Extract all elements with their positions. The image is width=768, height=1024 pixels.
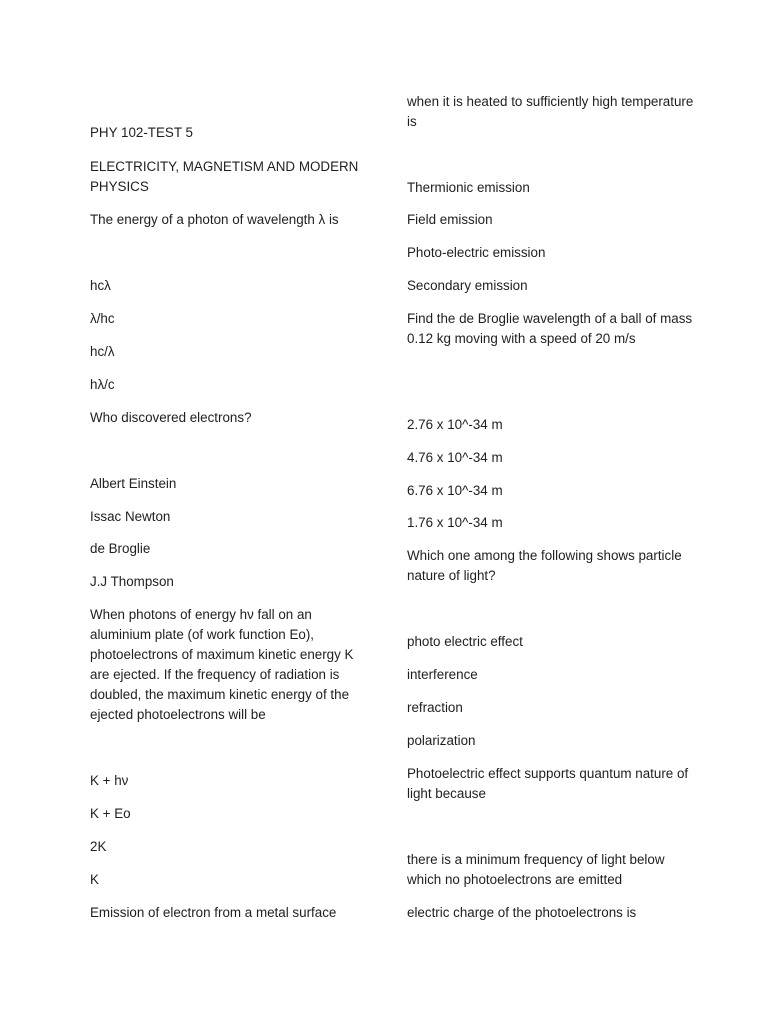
question-3-option-a: K + hν [90,773,129,788]
question-6-option-a: photo electric effect [407,634,523,649]
question-1-option-c: hc/λ [90,344,115,359]
question-6: Which one among the following shows particle nature of light? [407,548,682,583]
question-4-continued: when it is heated to sufficiently high temperature is [407,94,694,129]
question-4-option-a: Thermionic emission [407,180,530,195]
question-2: Who discovered electrons? [90,410,252,425]
question-5: Find the de Broglie wavelength of a ball of mass 0.12 kg moving with a speed of 20 m/s [407,311,693,346]
question-2-option-d: J.J Thompson [90,574,174,589]
page-title: PHY 102-TEST 5 [90,125,193,140]
question-3-option-b: K + Eo [90,806,131,821]
question-7: Photoelectric effect supports quantum nature of light because [407,766,689,801]
question-5-option-b: 4.76 x 10^-34 m [407,450,503,465]
question-4-option-b: Field emission [407,212,493,227]
question-2-option-b: Issac Newton [90,509,171,524]
question-5-option-d: 1.76 x 10^-34 m [407,515,503,530]
question-7-option-b: electric charge of the photoelectrons is [407,905,637,920]
question-6-option-d: polarization [407,733,476,748]
question-1-option-b: λ/hc [90,311,115,326]
question-7-option-a: there is a minimum frequency of light below which no photoelectrons are emitted [407,852,665,887]
question-3: When photons of energy hν fall on an aluminium plate (of work function Eo), photoelectrons of maximum kinetic energy K are ejected. If the frequency of radiation is doubled, the maximum kinetic energy of the ejected photoelectrons will be [90,607,354,722]
question-5-option-c: 6.76 x 10^-34 m [407,483,503,498]
question-4-option-c: Photo-electric emission [407,245,546,260]
question-6-option-b: interference [407,667,478,682]
page-subtitle: ELECTRICITY, MAGNETISM AND MODERN PHYSICS [90,159,359,194]
question-1-option-a: hcλ [90,278,111,293]
question-2-option-c: de Broglie [90,541,151,556]
question-1: The energy of a photon of wavelength λ is [90,212,339,227]
question-6-option-c: refraction [407,700,463,715]
question-4-start: Emission of electron from a metal surface [90,905,337,920]
question-3-option-d: K [90,872,99,887]
question-5-option-a: 2.76 x 10^-34 m [407,417,503,432]
question-2-option-a: Albert Einstein [90,476,177,491]
question-4-option-d: Secondary emission [407,278,528,293]
question-1-option-d: hλ/c [90,377,115,392]
question-3-option-c: 2K [90,839,107,854]
